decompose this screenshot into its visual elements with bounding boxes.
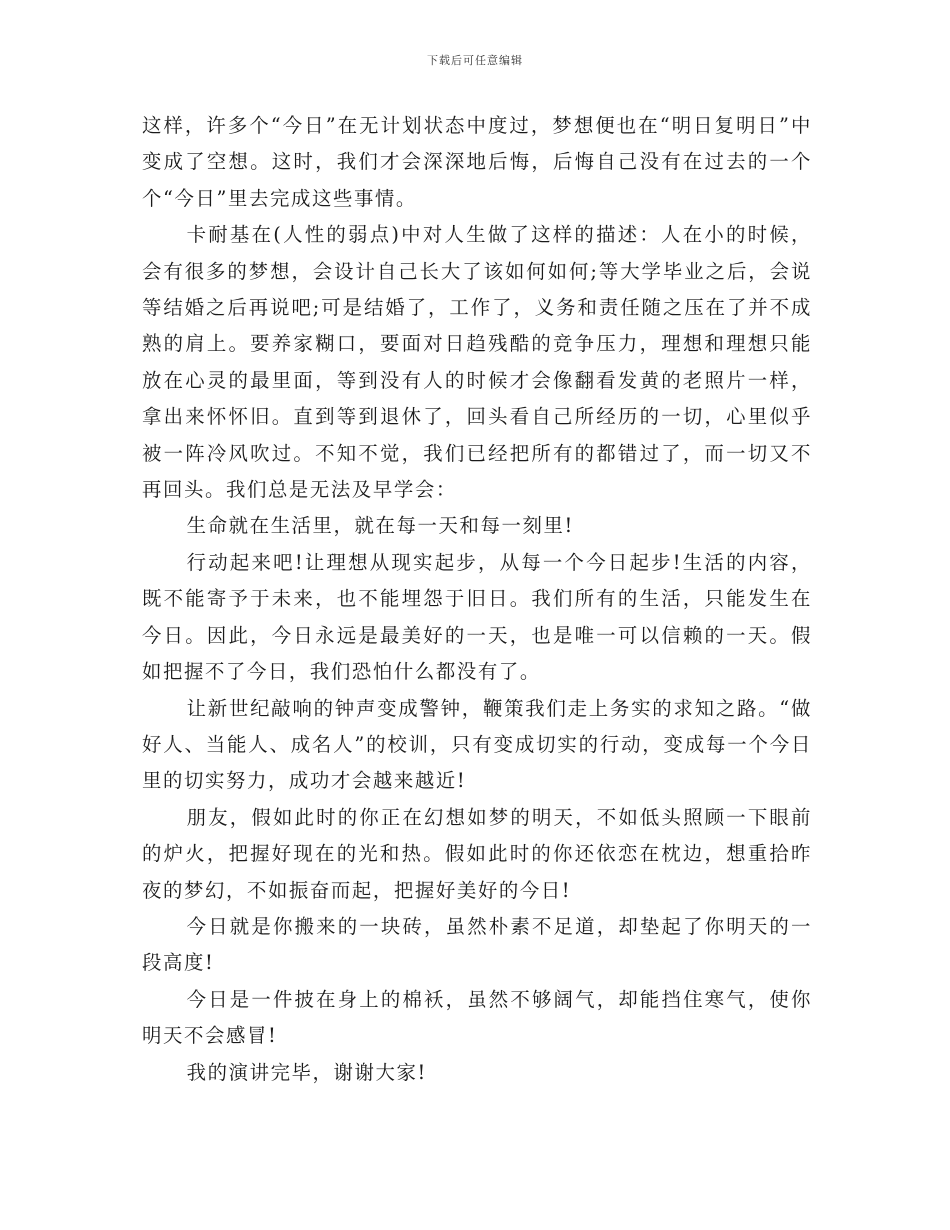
paragraph-8: 今日是一件披在身上的棉袄，虽然不够阔气，却能挡住寒气，使你明天不会感冒! [142,987,812,1048]
paragraph-2: 卡耐基在(人性的弱点)中对人生做了这样的描述：人在小的时候，会有很多的梦想，会设计自己长大了该如何如何;等大学毕业之后，会说等结婚之后再说吧;可是结婚了，工作了，义务和责任随之压在了并不成熟的肩上。要养家糊口，要面对日趋残酷的竞争压力，理想和理想只能放在心灵的最里面，等到没有人的时候才会像翻看发黄的老照片一样，拿出来怀怀旧。直到等到退休了，回头看自己所经历的一切，心里似乎被一阵冷风吹过。不知不觉，我们已经把所有的都错过了，而一切又不再回头。我们总是无法及早学会： [142,223,812,502]
paragraph-4: 行动起来吧!让理想从现实起步，从每一个今日起步!生活的内容，既不能寄予于未来，也不能埋怨于旧日。我们所有的生活，只能发生在今日。因此，今日永远是最美好的一天，也是唯一可以信赖的一天。假如把握不了今日，我们恐怕什么都没有了。 [142,550,812,684]
document-body [142,108,812,1091]
paragraph-6: 朋友，假如此时的你正在幻想如梦的明天，不如低头照顾一下眼前的炉火，把握好现在的光和热。假如此时的你还依恋在枕边，想重拾昨夜的梦幻，不如振奋而起，把握好美好的今日! [142,805,812,902]
page-header: 下载后可任意编辑 [427,54,523,67]
paragraph-3: 生命就在生活里，就在每一天和每一刻里! [186,514,574,538]
paragraph-1: 这样，许多个“今日”在无计划状态中度过，梦想便也在“明日复明日”中变成了空想。这时，我们才会深深地后悔，后悔自己没有在过去的一个个“今日”里去完成这些事情。 [142,114,812,210]
paragraph-9: 我的演讲完毕，谢谢大家! [186,1060,427,1084]
paragraph-7: 今日就是你搬来的一块砖，虽然朴素不足道，却垫起了你明天的一段高度! [142,914,812,975]
paragraph-5: 让新世纪敲响的钟声变成警钟，鞭策我们走上务实的求知之路。“做好人、当能人、成名人”的校训，只有变成切实的行动，变成每一个今日里的切实努力，成功才会越来越近! [142,696,812,793]
